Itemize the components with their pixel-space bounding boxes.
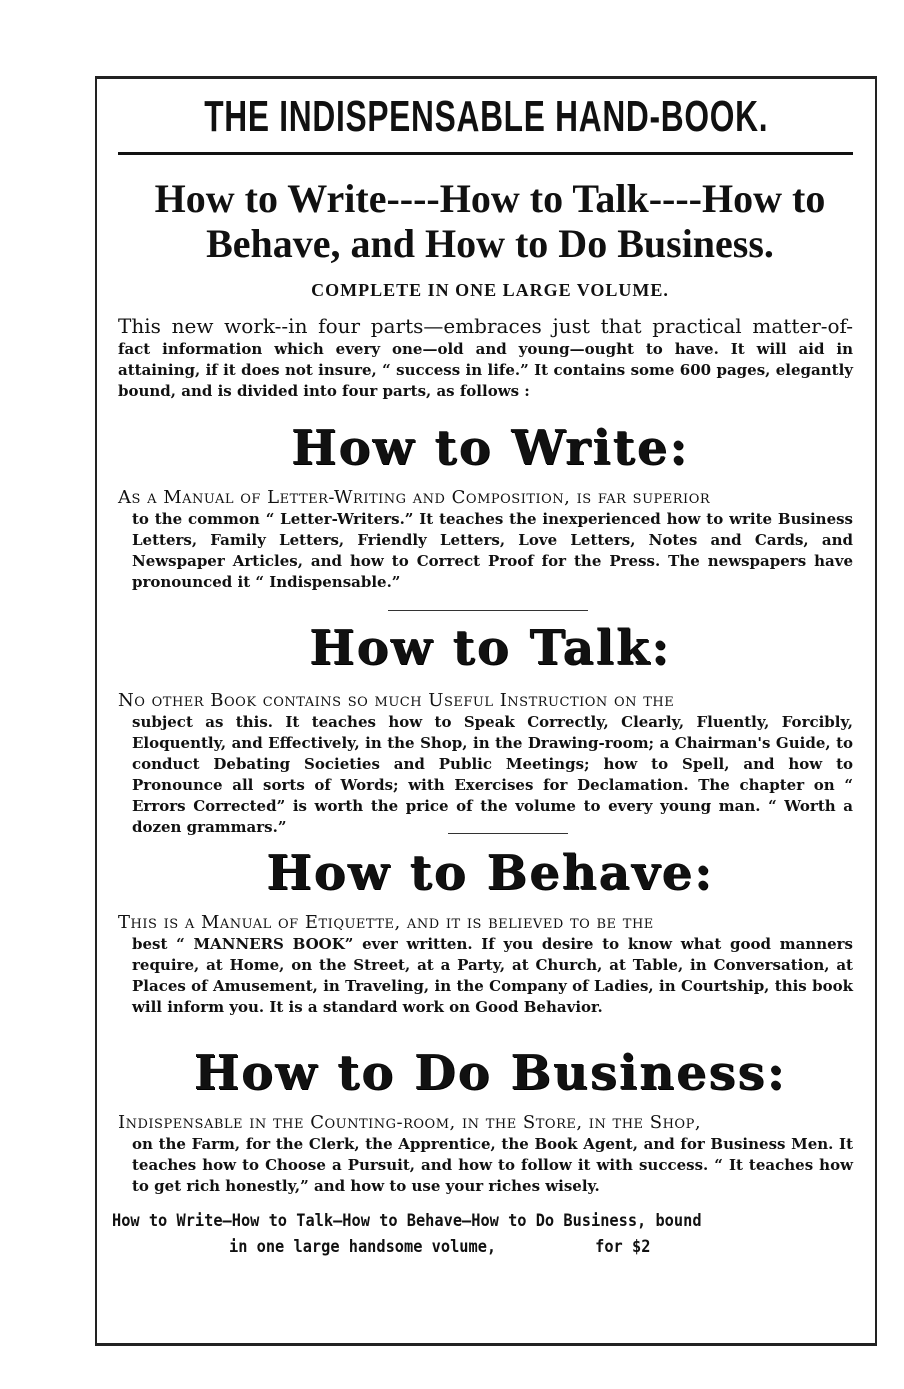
section-lead: Indispensable in the Counting-room, in the Store, in the Shop,	[118, 1112, 702, 1133]
divider	[388, 610, 588, 611]
section-body-talk	[118, 690, 853, 838]
section-body-business	[118, 1112, 853, 1197]
section-heading-write: How to Write:	[291, 420, 689, 476]
closing-offer	[112, 1208, 783, 1260]
section-text: on the Farm, for the Clerk, the Apprentice, the Book Agent, and for Business Men. It teaches how to Choose a Pursuit, and how to follow it with success. “ It teaches how to get rich honestly,” and how to use your riches wisely.	[132, 1135, 853, 1195]
section-lead: This is a Manual of Etiquette, and it is believed to be the	[118, 912, 654, 933]
section-heading-behave: How to Behave:	[266, 845, 714, 901]
section-body-write	[118, 487, 853, 593]
intro-rest: fact information which every one—old and young—ought to have. It will aid in attaining, if it does not insure, “ success in life.” It contains some 600 pages, elegantly bound, and is divided into four parts, as follows :	[118, 340, 853, 400]
section-lead: As a Manual of Letter-Writing and Composition, is far superior	[118, 487, 711, 508]
section-heading-talk: How to Talk:	[309, 620, 671, 676]
intro-first-line: This new work--in four parts—embraces just that practical matter-of-	[118, 314, 853, 338]
closing-line-2: in one large handsome volume,	[229, 1237, 497, 1257]
title-rule	[118, 152, 853, 155]
section-lead: No other Book contains so much Useful Instruction on the	[118, 690, 675, 711]
subheadline: COMPLETE IN ONE LARGE VOLUME.	[311, 280, 669, 300]
section-text: to the common “ Letter-Writers.” It teaches the inexperienced how to write Business Letters, Family Letters, Friendly Letters, Love Letters, Notes and Cards, and Newspaper Articles, and how to Correct Proof for the Press. The newspapers have pronounced it “ Indispensable.”	[132, 510, 853, 591]
headline-line-1: How to Write----How to Talk----How to	[154, 176, 826, 221]
closing-line-1: How to Write—How to Talk—How to Behave—How to Do Business, bound	[112, 1211, 702, 1231]
section-heading-business: How to Do Business:	[193, 1045, 787, 1101]
section-text: subject as this. It teaches how to Speak Correctly, Clearly, Fluently, Forcibly, Eloquently, and Effectively, in the Shop, in the Drawing-room; a Chairman's Guide, to conduct Debating Societies and Public Meetings; how to Spell, and how to Pronounce all sorts of Words; with Exercises for Declamation. The chapter on “ Errors Corrected” is worth the price of the volume to every young man. “ Worth a dozen grammars.”	[132, 713, 853, 836]
headline	[110, 176, 870, 266]
page-title: THE INDISPENSABLE HAND-BOOK.	[204, 92, 769, 141]
section-body-behave	[118, 912, 853, 1018]
headline-line-2: Behave, and How to Do Business.	[206, 221, 774, 266]
price: for $2	[595, 1237, 651, 1257]
section-text: best “ MANNERS BOOK” ever written. If you desire to know what good manners require, at Home, on the Street, at a Party, at Church, at Table, in Conversation, at Places of Amusement, in Traveling, in the Company of Ladies, in Courtship, this book will inform you. It is a standard work on Good Behavior.	[132, 935, 853, 1016]
divider	[448, 833, 568, 834]
intro-paragraph	[118, 316, 853, 402]
